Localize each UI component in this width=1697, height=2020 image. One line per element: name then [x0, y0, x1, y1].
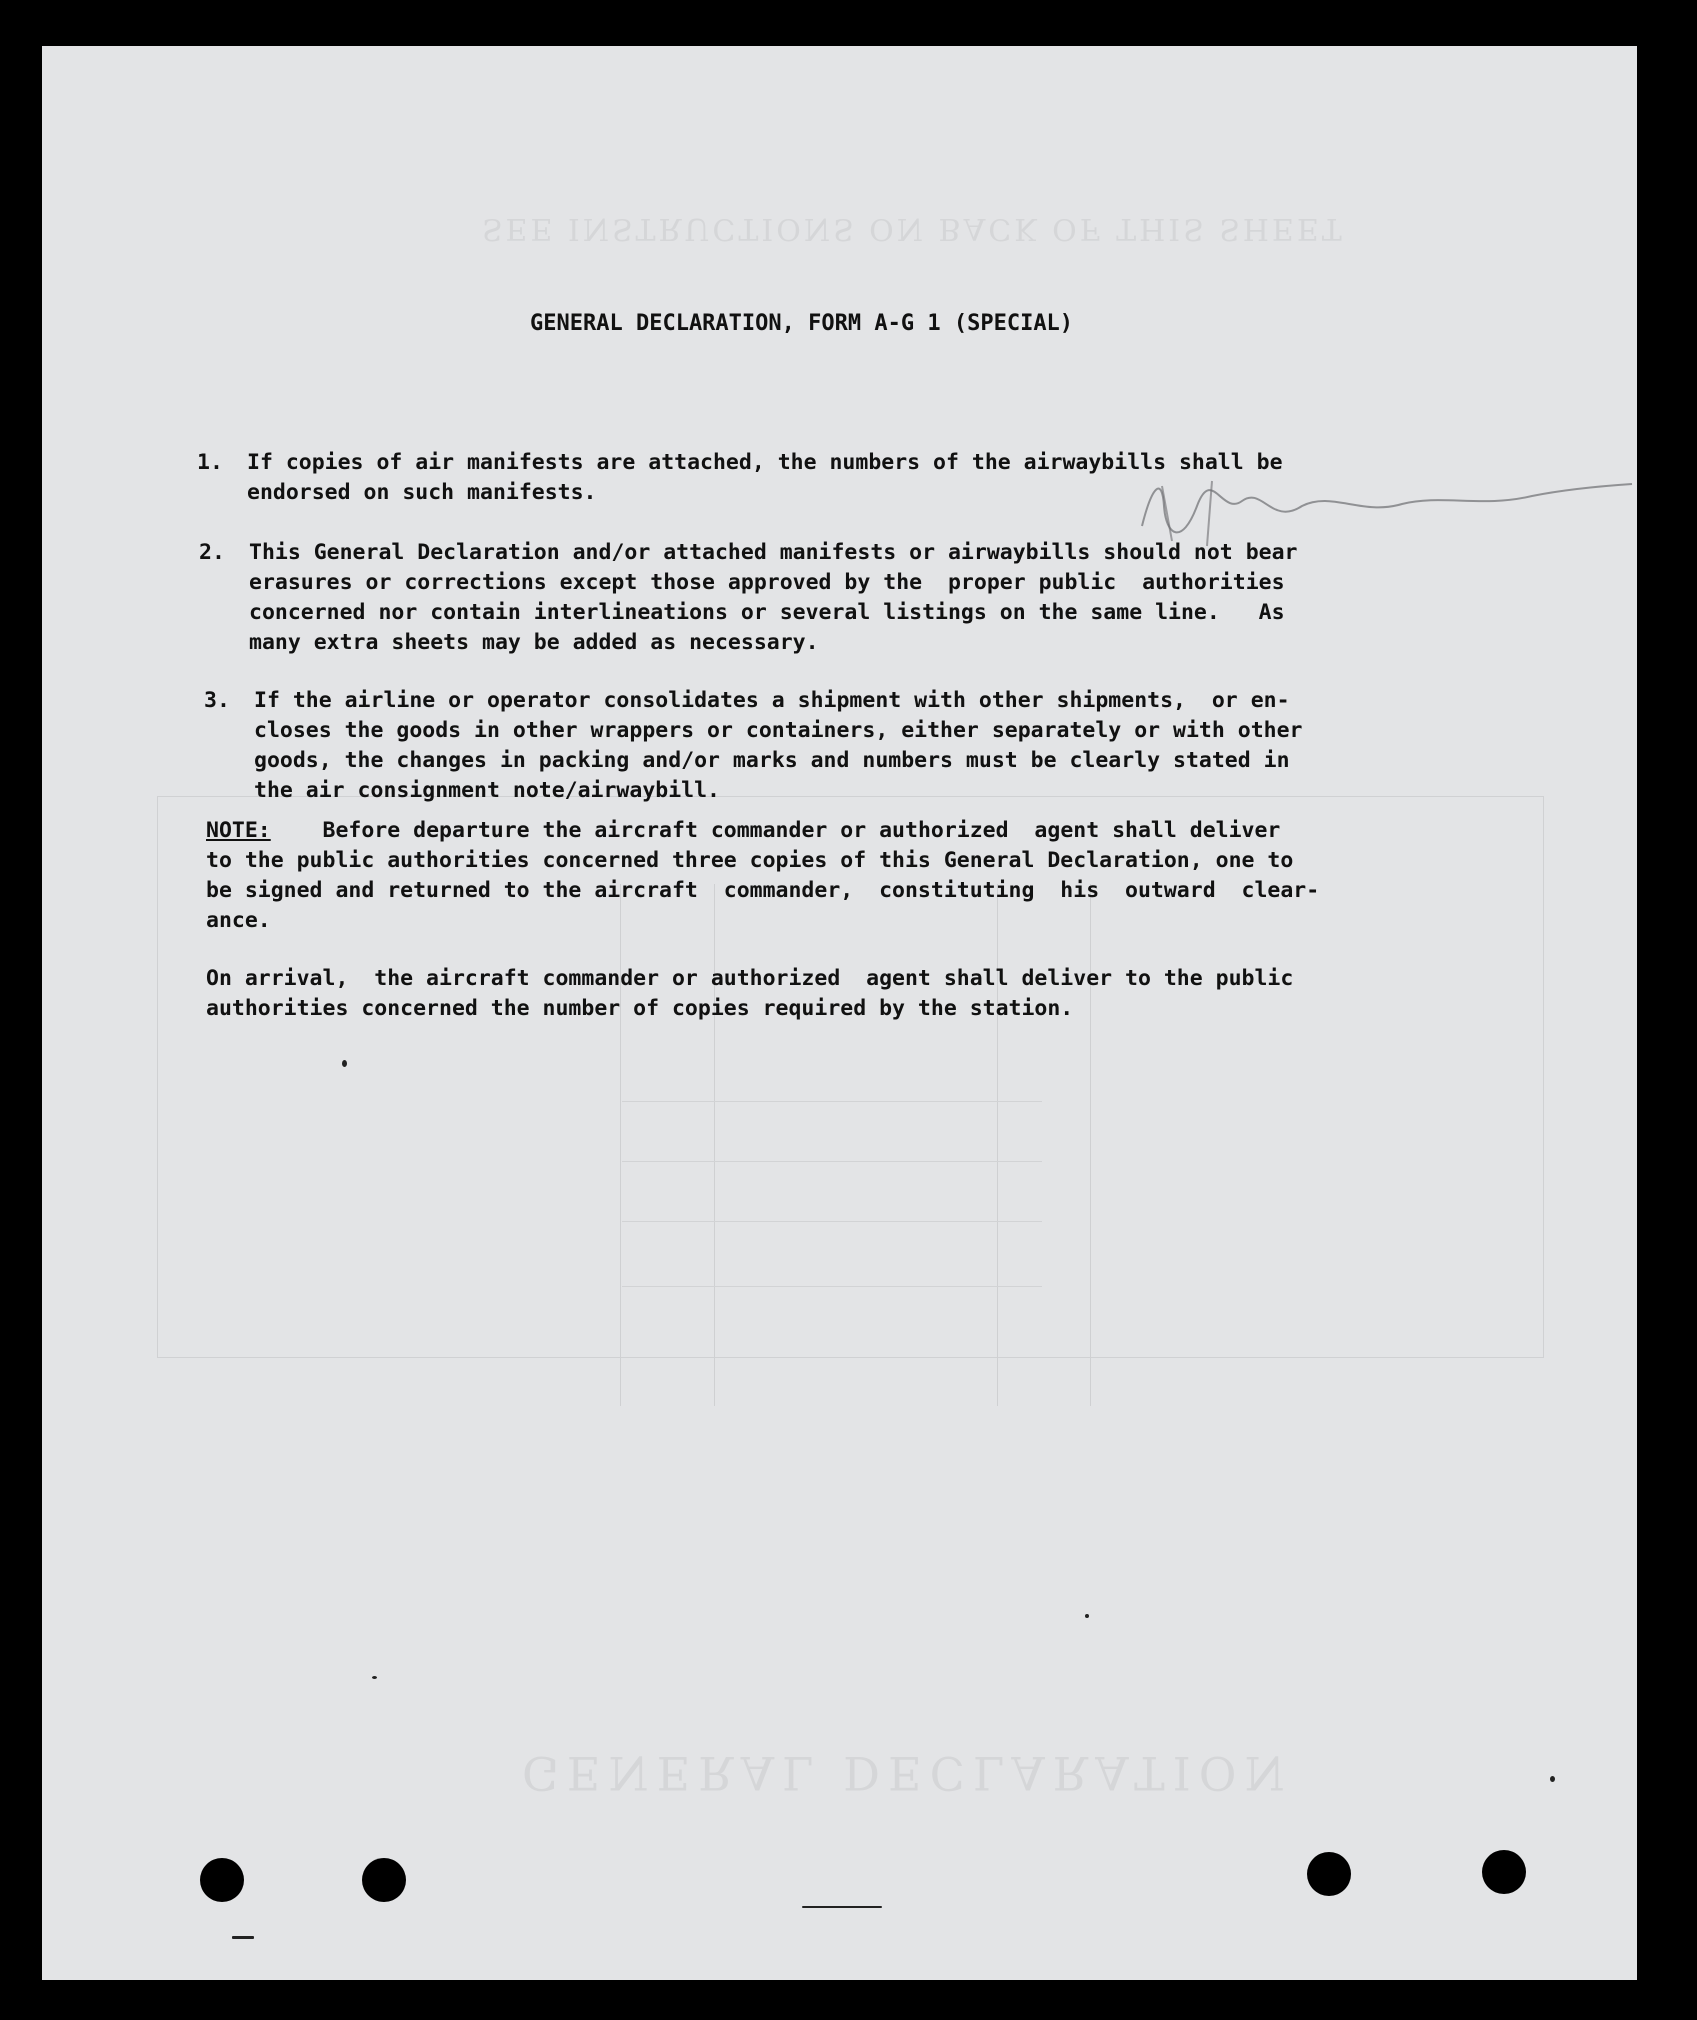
- arrival-line: On arrival, the aircraft commander or authorized agent shall deliver to the public: [206, 966, 1294, 991]
- item-line: the air consignment note/airwaybill.: [254, 778, 720, 803]
- bleed-through-line: [622, 1161, 1042, 1162]
- item-line: If copies of air manifests are attached, the numbers of the airwaybills shall be: [247, 450, 1283, 475]
- punch-hole: [200, 1858, 244, 1902]
- item-line: closes the goods in other wrappers or containers, either separately or with other: [254, 718, 1303, 743]
- arrival-paragraph: [206, 964, 1293, 1024]
- bleed-through-heading: SEE INSTRUCTIONS ON BACK OF THIS SHEET: [482, 211, 1345, 246]
- paper-speck: [802, 1906, 882, 1908]
- note-label: NOTE:: [206, 818, 271, 843]
- bleed-through-heading: GENERAL DECLARATION: [522, 1746, 1293, 1800]
- handwritten-signature: [1102, 446, 1637, 566]
- item-line: concerned nor contain interlineations or several listings on the same line. As: [249, 600, 1285, 625]
- paper-speck: [342, 1060, 347, 1067]
- bleed-through-line: [997, 884, 998, 1406]
- bleed-through-line: [620, 884, 621, 1406]
- note-line: ance.: [206, 908, 271, 933]
- note-line: be signed and returned to the aircraft commander, constituting his outward clear-: [206, 878, 1320, 903]
- paper-speck: [1085, 1614, 1089, 1618]
- bleed-through-line: [1090, 884, 1091, 1406]
- punch-hole: [362, 1858, 406, 1902]
- item-line: many extra sheets may be added as necessary.: [249, 630, 819, 655]
- bleed-through-line: [622, 1101, 1042, 1102]
- item-number: 3.: [204, 688, 230, 713]
- punch-hole: [1307, 1852, 1351, 1896]
- bleed-through-line: [714, 884, 715, 1406]
- punch-hole: [1482, 1850, 1526, 1894]
- item-line: goods, the changes in packing and/or marks and numbers must be clearly stated in: [254, 748, 1290, 773]
- item-line: If the airline or operator consolidates a shipment with other shipments, or en-: [254, 688, 1290, 713]
- arrival-line: authorities concerned the number of copies required by the station.: [206, 996, 1074, 1021]
- item-number: 1.: [197, 450, 223, 475]
- paper-speck: [232, 1936, 254, 1939]
- departure-note: [206, 816, 1319, 936]
- item-line: This General Declaration and/or attached manifests or airwaybills should not bear: [249, 540, 1298, 565]
- item-line: erasures or corrections except those approved by the proper public authorities: [249, 570, 1285, 595]
- document-title: GENERAL DECLARATION, FORM A-G 1 (SPECIAL): [530, 311, 1074, 336]
- paper-speck: [1550, 1776, 1555, 1782]
- note-line: Before departure the aircraft commander or authorized agent shall deliver: [270, 818, 1281, 843]
- bleed-through-line: [622, 1286, 1042, 1287]
- item-line: endorsed on such manifests.: [247, 480, 597, 505]
- paper-speck: [372, 1676, 377, 1679]
- document-page: [42, 46, 1637, 1980]
- bleed-through-line: [622, 1221, 1042, 1222]
- note-line: to the public authorities concerned three copies of this General Declaration, one to: [206, 848, 1294, 873]
- item-number: 2.: [199, 540, 225, 565]
